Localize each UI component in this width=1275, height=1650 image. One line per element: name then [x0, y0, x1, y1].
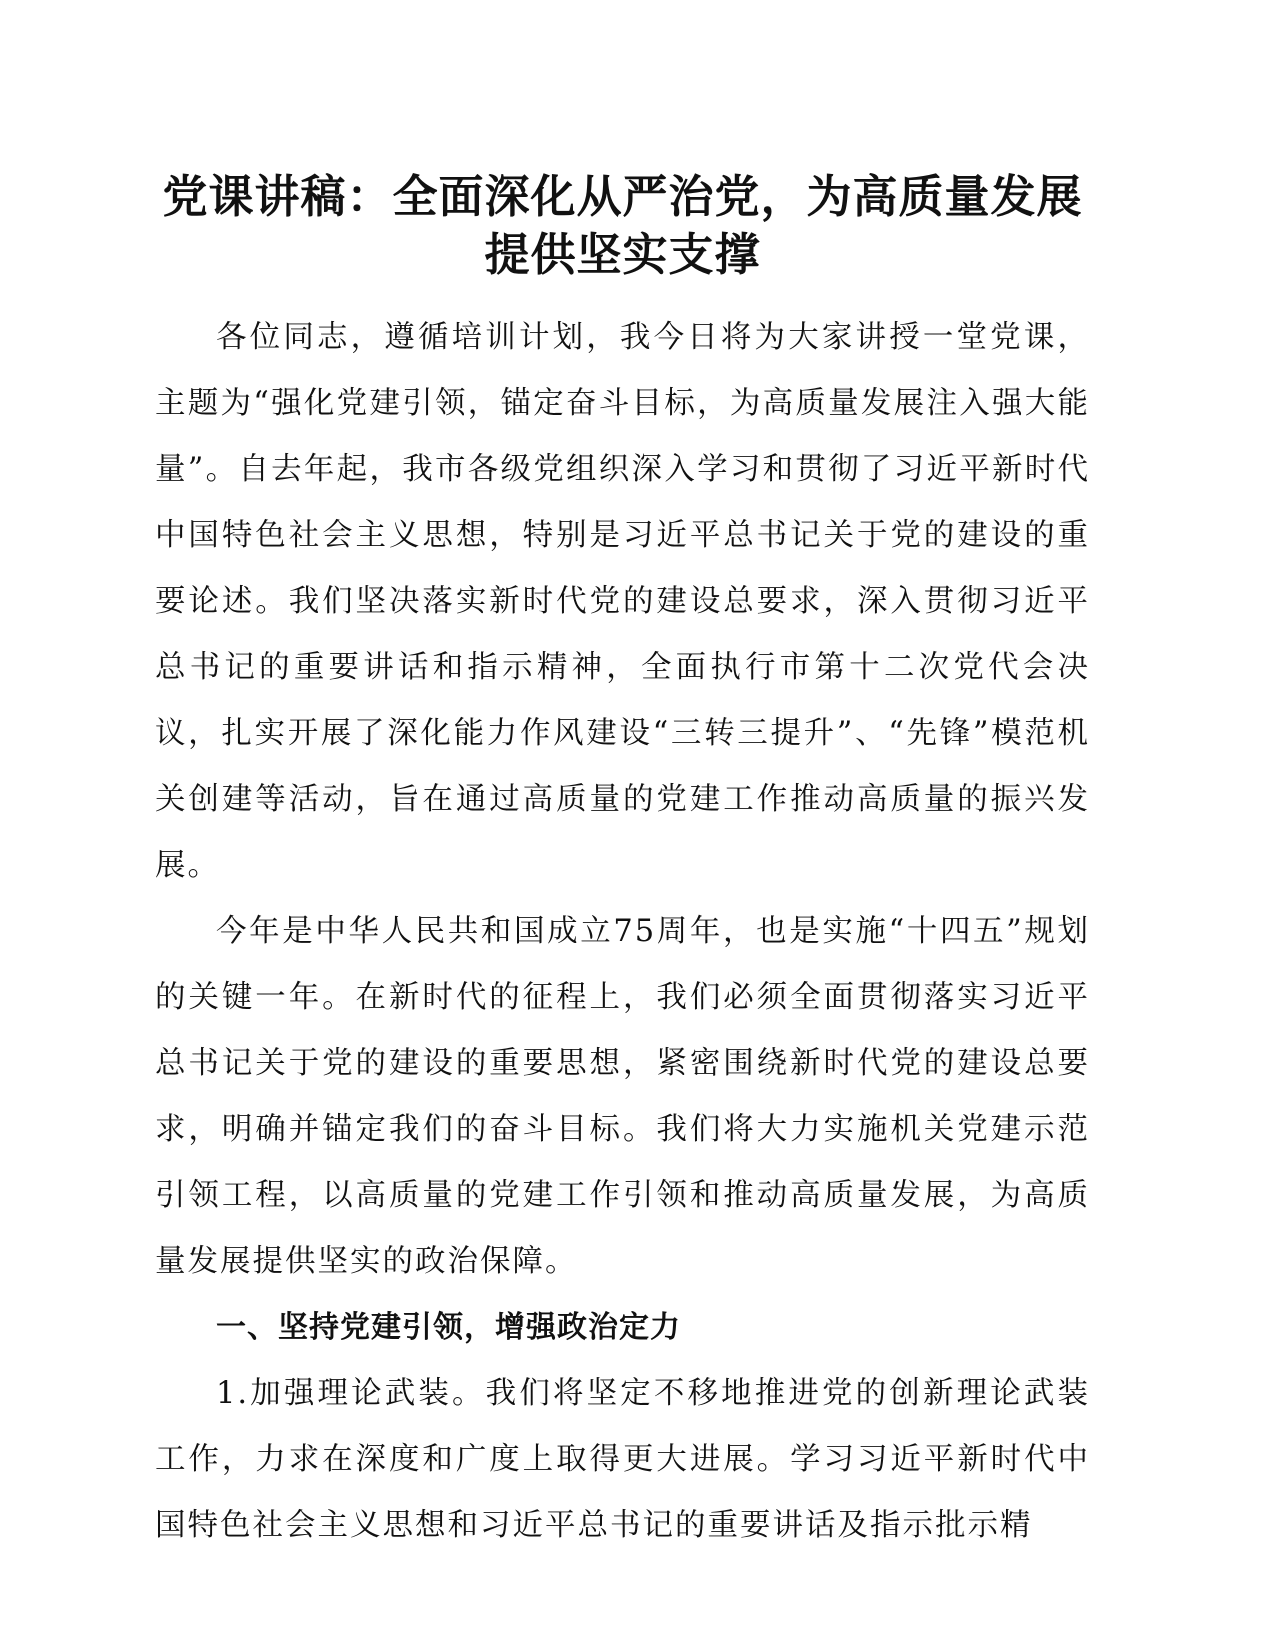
title-line-1: 党课讲稿：全面深化从严治党，为高质量发展	[162, 170, 1083, 223]
document-page	[155, 168, 1090, 1559]
intro-paragraph: 各位同志，遵循培训计划，我今日将为大家讲授一堂党课，主题为“强化党建引领，锚定奋斗目标，为高质量发展注入强大能量”。自去年起，我市各级党组织深入学习和贯彻了习近平新时代中国特色社会主义思想，特别是习近平总书记关于党的建设的重要论述。我们坚决落实新时代党的建设总要求，深入贯彻习近平总书记的重要讲话和指示精神，全面执行市第十二次党代会决议，扎实开展了深化能力作风建设“三转三提升”、“先锋”模范机关创建等活动，旨在通过高质量的党建工作推动高质量的振兴发展。	[155, 320, 1090, 883]
subsection-paragraph: 1.加强理论武装。我们将坚定不移地推进党的创新理论武装工作，力求在深度和广度上取得更大进展。学习习近平新时代中国特色社会主义思想和习近平总书记的重要讲话及指示批示精	[155, 1376, 1090, 1543]
context-paragraph: 今年是中华人民共和国成立75周年，也是实施“十四五”规划的关键一年。在新时代的征程上，我们必须全面贯彻落实习近平总书记关于党的建设的重要思想，紧密围绕新时代党的建设总要求，明确并锚定我们的奋斗目标。我们将大力实施机关党建示范引领工程，以高质量的党建工作引领和推动高质量发展，为高质量发展提供坚实的政治保障。	[155, 914, 1090, 1279]
document-body	[155, 305, 1090, 1559]
document-title	[155, 168, 1090, 284]
title-line-2: 提供坚实支撑	[484, 228, 761, 281]
section-heading: 一、坚持党建引领，增强政治定力	[216, 1310, 681, 1345]
